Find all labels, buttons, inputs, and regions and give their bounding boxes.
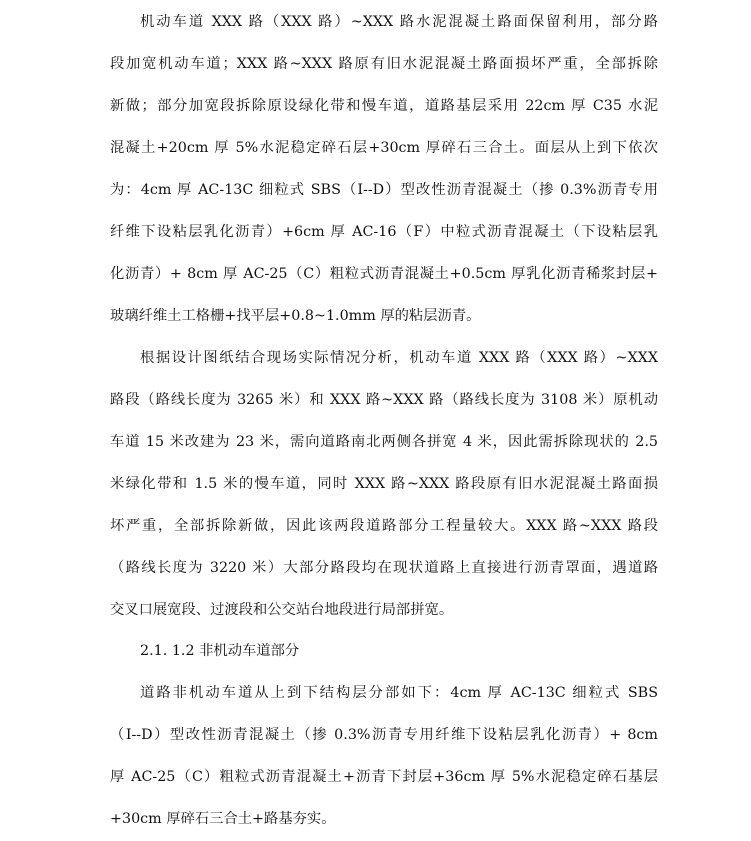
p2-line-5: 坏严重，全部拆除新做，因此该两段道路部分工程量较大。XXX 路~XXX 路段 [110,518,658,534]
p3-line-3: 厚 AC-25（C）粗粒式沥青混凝土+沥青下封层+36cm 厚 5%水泥稳定碎石基层 [110,769,658,785]
p2-line-6: （路线长度为 3220 米）大部分路段均在现状道路上直接进行沥青罩面，遇道路 [110,560,658,576]
p1-line-7: 化沥青）+ 8cm 厚 AC-25（C）粗粒式沥青混凝土+0.5cm 厚乳化沥青稀浆封层+ [110,266,658,282]
p1-line-8: 玻璃纤维土工格栅+找平层+0.8~1.0mm 厚的粘层沥青。 [110,308,481,324]
p3-line-4: +30cm 厚碎石三合土+路基夯实。 [110,811,336,827]
p2-line-3: 车道 15 米改建为 23 米，需向道路南北两侧各拼宽 4 米，因此需拆除现状的 2.5 [110,434,658,450]
p2-line-2: 路段（路线长度为 3265 米）和 XXX 路~XXX 路（路线长度为 3108 米）原机动 [110,392,658,408]
p1-line-5: 为：4cm 厚 AC-13C 细粒式 SBS（I--D）型改性沥青混凝土（掺 0.3%沥青专用 [110,182,658,198]
p1-line-4: 混凝土+20cm 厚 5%水泥稳定碎石层+30cm 厚碎石三合土。面层从上到下依次 [110,140,658,156]
p2-line-1: 根据设计图纸结合现场实际情况分析，机动车道 XXX 路（XXX 路）~XXX [140,350,658,366]
p2-line-7: 交叉口展宽段、过渡段和公交站台地段进行局部拼宽。 [110,602,454,618]
p3-line-2: （I--D）型改性沥青混凝土（掺 0.3%沥青专用纤维下设粘层乳化沥青）+ 8cm [110,727,658,743]
p1-line-1: 机动车道 XXX 路（XXX 路）~XXX 路水泥混凝土路面保留利用，部分路 [140,14,658,30]
p1-line-6: 纤维下设粘层乳化沥青）+6cm 厚 AC-16（F）中粒式沥青混凝土（下设粘层乳 [110,224,658,240]
section-heading: 2.1. 1.2 非机动车道部分 [140,643,300,659]
p1-line-3: 新做；部分加宽段拆除原设绿化带和慢车道，道路基层采用 22cm 厚 C35 水泥 [110,98,658,114]
p1-line-2: 段加宽机动车道；XXX 路~XXX 路原有旧水泥混凝土路面损坏严重，全部拆除 [110,56,658,72]
p3-line-1: 道路非机动车道从上到下结构层分部如下：4cm 厚 AC-13C 细粒式 SBS [140,685,658,701]
p2-line-4: 米绿化带和 1.5 米的慢车道，同时 XXX 路~XXX 路段原有旧水泥混凝土路面损 [110,476,658,492]
